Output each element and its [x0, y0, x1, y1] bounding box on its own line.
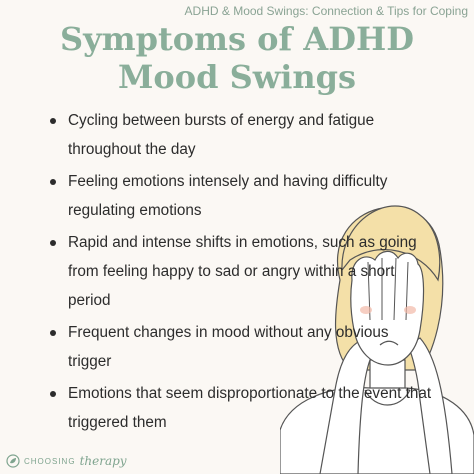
- list-item: [34, 318, 434, 376]
- list-item: [34, 379, 434, 437]
- symptom-text: Frequent changes in mood without any obvious trigger: [68, 324, 389, 370]
- header-caption: ADHD & Mood Swings: Connection & Tips for Coping: [184, 4, 468, 18]
- symptom-list: [34, 106, 434, 440]
- page-title: [0, 20, 474, 96]
- list-item: [34, 167, 434, 225]
- list-item: [34, 106, 434, 164]
- bullet-icon: [50, 391, 56, 397]
- symptom-text: Feeling emotions intensely and having difficulty regulating emotions: [68, 173, 388, 219]
- brand-logo: [6, 454, 127, 468]
- bullet-icon: [50, 240, 56, 246]
- symptom-text: Emotions that seem disproportionate to the event that triggered them: [68, 385, 432, 431]
- symptom-text: Rapid and intense shifts in emotions, such as going from feeling happy to sad or angry within a short period: [68, 234, 417, 309]
- title-line-1: Symptoms of ADHD: [60, 20, 414, 58]
- bullet-icon: [50, 118, 56, 124]
- list-item: [34, 228, 434, 315]
- brand-word-1: CHOOSING: [24, 456, 76, 466]
- symptom-text: Cycling between bursts of energy and fatigue throughout the day: [68, 112, 375, 158]
- title-line-2: Mood Swings: [117, 58, 357, 96]
- bullet-icon: [50, 179, 56, 185]
- brand-word-2: therapy: [79, 454, 127, 468]
- leaf-icon: [6, 454, 20, 468]
- bullet-icon: [50, 330, 56, 336]
